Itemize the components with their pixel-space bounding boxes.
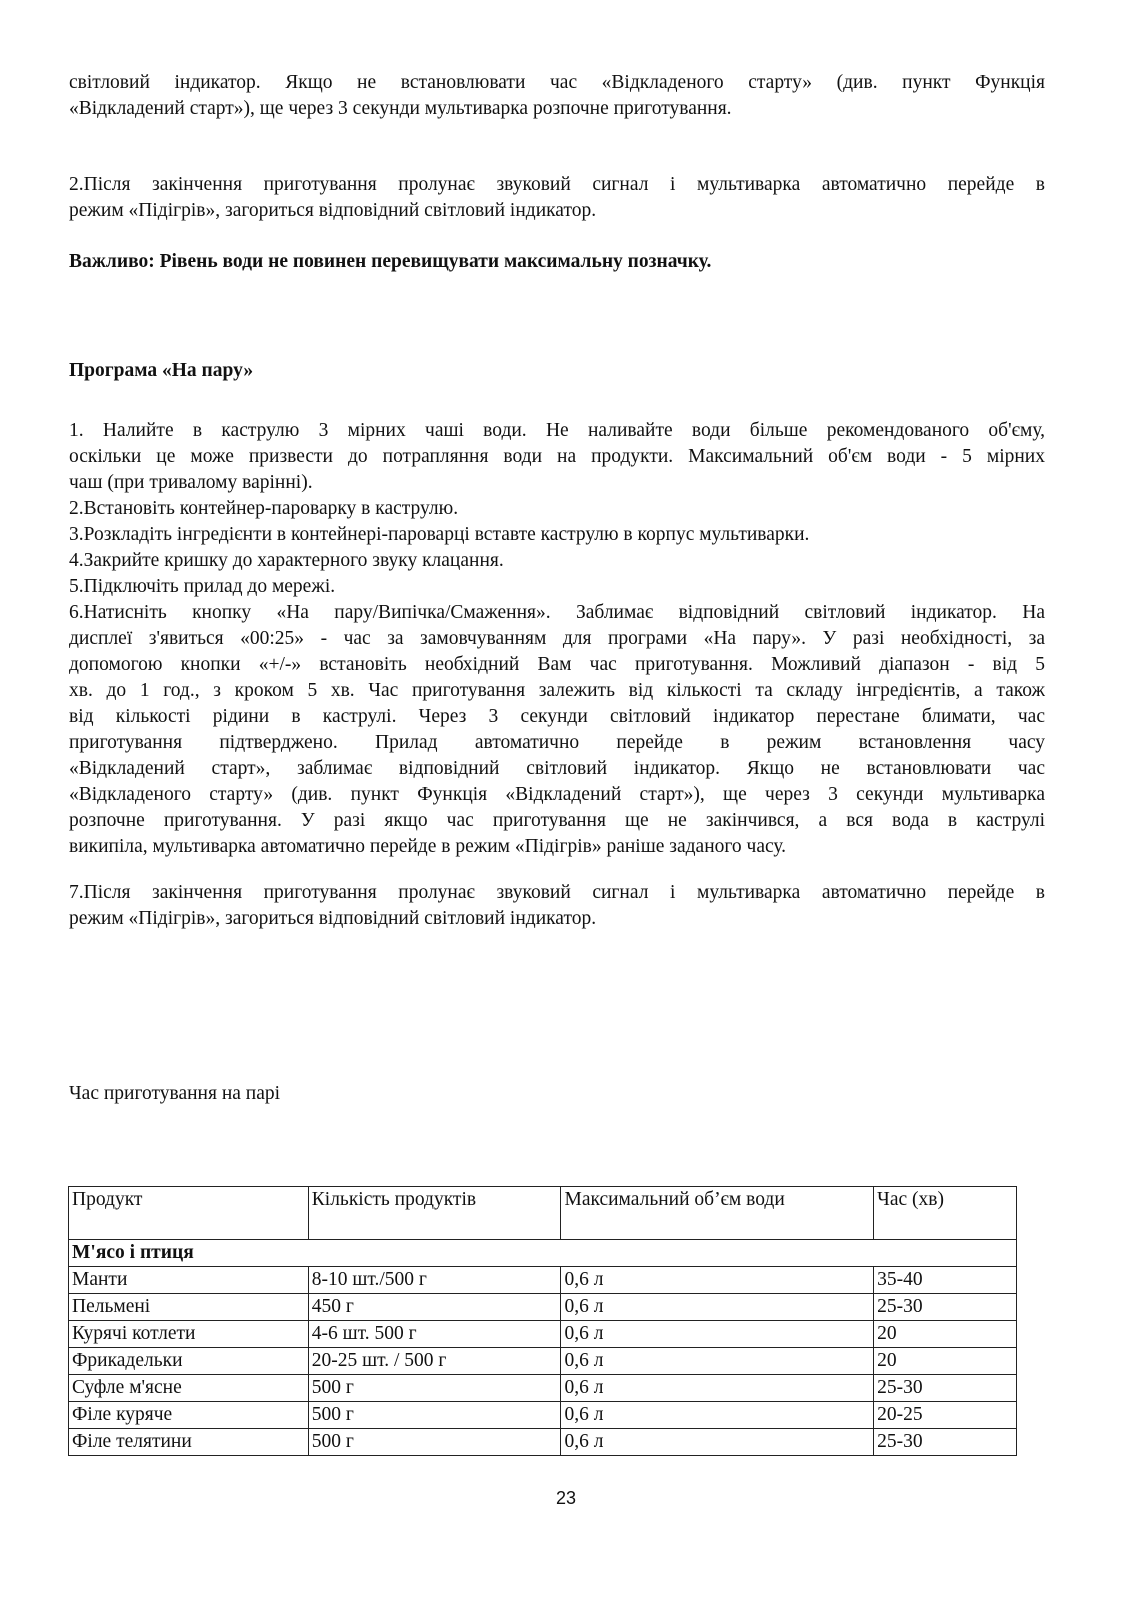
step-6-line: приготування підтверджено. Прилад автоматично перейде в режим встановлення часу	[69, 732, 1045, 753]
cell-product: Курячі котлети	[69, 1321, 309, 1348]
table-row	[69, 1321, 1017, 1348]
step-7-line: 7.Після закінчення приготування пролунає звуковий сигнал і мультиварка автоматично перейде в	[69, 882, 1045, 903]
header-quantity: Кількість продуктів	[308, 1187, 561, 1240]
step-6-line: допомогою кнопки «+/-» встановіть необхідний Вам час приготування. Можливий діапазон - від 5	[69, 654, 1045, 675]
cell-quantity: 20-25 шт. / 500 г	[308, 1348, 561, 1375]
step-7	[69, 880, 1045, 932]
table-row	[69, 1429, 1017, 1456]
cell-time: 20-25	[874, 1402, 1017, 1429]
cell-quantity: 500 г	[308, 1402, 561, 1429]
cell-product: Пельмені	[69, 1294, 309, 1321]
header-product: Продукт	[69, 1187, 309, 1240]
text-line: світловий індикатор. Якщо не встановлювати час «Відкладеного старту» (див. пункт Функція	[69, 72, 1045, 93]
cell-time: 25-30	[874, 1429, 1017, 1456]
cell-time: 25-30	[874, 1294, 1017, 1321]
step-7-line: режим «Підігрів», загориться відповідний світловий індикатор.	[69, 908, 597, 929]
step-1-line: 1. Налийте в каструлю 3 мірних чаші води. Не наливайте води більше рекомендованого об'єму,	[69, 420, 1045, 441]
table-row	[69, 1375, 1017, 1402]
table-caption: Час приготування на парі	[69, 1083, 281, 1104]
step-3: 3.Розкладіть інгредієнти в контейнері-пароварці вставте каструлю в корпус мультиварки.	[69, 524, 810, 545]
step-6-line: «Відкладений старт», заблимає відповідний світловий індикатор. Якщо не встановлювати час	[69, 758, 1045, 779]
cell-product: Манти	[69, 1267, 309, 1294]
table-row	[69, 1348, 1017, 1375]
paragraph-after-cooking	[69, 172, 1045, 224]
steps-list	[69, 418, 1045, 860]
step-6-line: «Відкладеного старту» (див. пункт Функція «Відкладений старт»), ще через 3 секунди мультиварка	[69, 784, 1045, 805]
paragraph-delayed-start-continued	[69, 70, 1045, 122]
cell-quantity: 500 г	[308, 1429, 561, 1456]
header-water-volume: Максимальний об’єм води	[561, 1187, 874, 1240]
cell-time: 35-40	[874, 1267, 1017, 1294]
cell-quantity: 8-10 шт./500 г	[308, 1267, 561, 1294]
cell-water: 0,6 л	[561, 1321, 874, 1348]
cell-quantity: 500 г	[308, 1375, 561, 1402]
table-header-row	[69, 1187, 1017, 1240]
step-6-line: розпочне приготування. У разі якщо час приготування ще не закінчився, а вся вода в каструлі	[69, 810, 1045, 831]
step-5: 5.Підключіть прилад до мережі.	[69, 576, 336, 597]
step-1-line: чаш (при тривалому варінні).	[69, 472, 313, 493]
cell-water: 0,6 л	[561, 1375, 874, 1402]
table-group-row	[69, 1240, 1017, 1267]
step-1-line: оскільки це може призвести до потрапляння води на продукти. Максимальний об'єм води - 5 мірних	[69, 446, 1045, 467]
text-line: режим «Підігрів», загориться відповідний світловий індикатор.	[69, 200, 597, 221]
cell-water: 0,6 л	[561, 1429, 874, 1456]
header-time: Час (хв)	[874, 1187, 1017, 1240]
cell-time: 20	[874, 1321, 1017, 1348]
cell-product: Суфле м'ясне	[69, 1375, 309, 1402]
table-row	[69, 1402, 1017, 1429]
cell-time: 20	[874, 1348, 1017, 1375]
group-meat-poultry: М'ясо і птиця	[69, 1240, 1017, 1267]
cell-time: 25-30	[874, 1375, 1017, 1402]
text-line: 2.Після закінчення приготування пролунає звуковий сигнал і мультиварка автоматично перейде в	[69, 174, 1045, 195]
cell-water: 0,6 л	[561, 1294, 874, 1321]
cell-quantity: 4-6 шт. 500 г	[308, 1321, 561, 1348]
table-row	[69, 1267, 1017, 1294]
cell-product: Філе куряче	[69, 1402, 309, 1429]
section-title: Програма «На пару»	[69, 360, 254, 381]
step-6-line: хв. до 1 год., з кроком 5 хв. Час приготування залежить від кількості та складу інгредієнтів, а також	[69, 680, 1045, 701]
important-note: Важливо: Рівень води не повинен перевищувати максимальну позначку.	[69, 251, 712, 272]
cell-water: 0,6 л	[561, 1267, 874, 1294]
cell-product: Філе телятини	[69, 1429, 309, 1456]
table-row	[69, 1294, 1017, 1321]
page-number: 23	[555, 1488, 577, 1508]
step-6-line: від кількості рідини в каструлі. Через 3 секунди світловий індикатор перестане блимати, час	[69, 706, 1045, 727]
cell-water: 0,6 л	[561, 1348, 874, 1375]
step-6-line: википіла, мультиварка автоматично перейде в режим «Підігрів» раніше заданого часу.	[69, 836, 787, 857]
step-2: 2.Встановіть контейнер-пароварку в каструлю.	[69, 498, 459, 519]
cell-water: 0,6 л	[561, 1402, 874, 1429]
step-4: 4.Закрийте кришку до характерного звуку клацання.	[69, 550, 504, 571]
step-6-line: 6.Натисніть кнопку «На пару/Випічка/Смаження». Заблимає відповідний світловий індикатор. На	[69, 602, 1045, 623]
steam-time-table	[68, 1186, 1017, 1456]
text-line: «Відкладений старт»), ще через 3 секунди мультиварка розпочне приготування.	[69, 98, 732, 119]
cell-quantity: 450 г	[308, 1294, 561, 1321]
step-6-line: дисплеї з'явиться «00:25» - час за замовчуванням для програми «На пару». У разі необхідності, за	[69, 628, 1045, 649]
cell-product: Фрикадельки	[69, 1348, 309, 1375]
